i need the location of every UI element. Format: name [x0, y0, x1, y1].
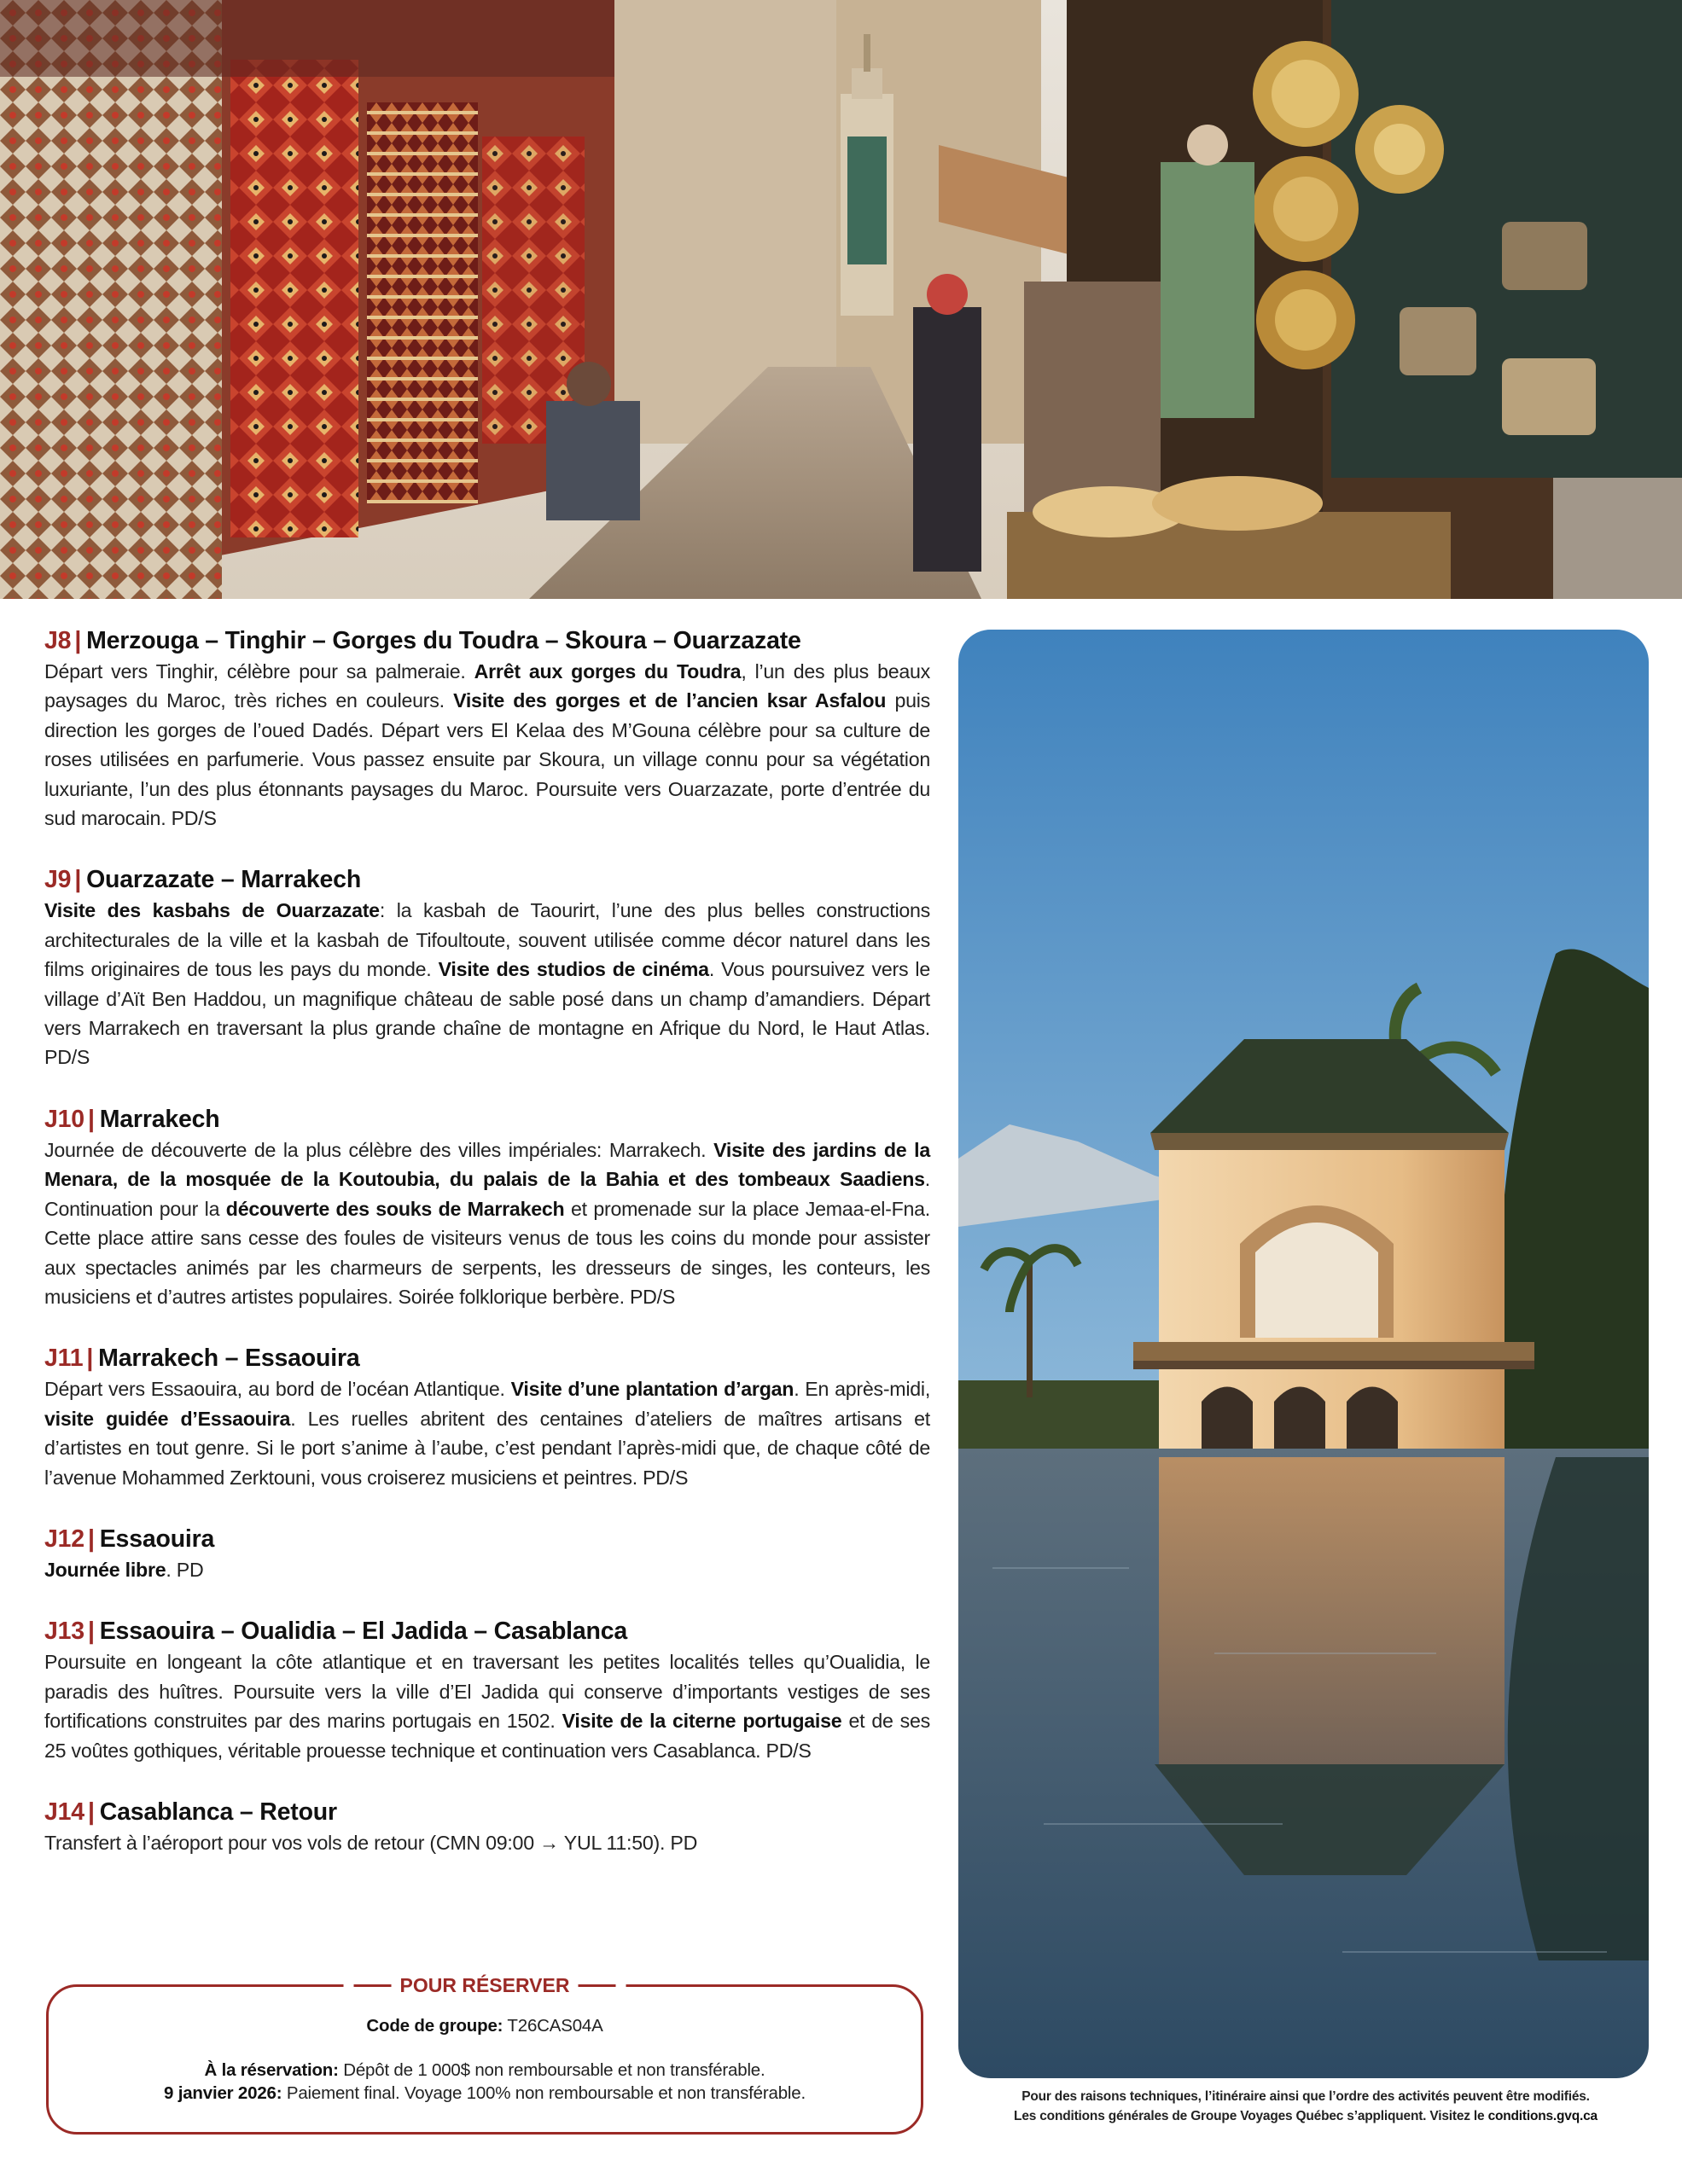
day-route: Essaouira – Oualidia – El Jadida – Casablanca — [99, 1618, 628, 1646]
day-title: J10 | Marrakech — [44, 1105, 220, 1133]
highlight-text: Visite des studios de cinéma — [438, 958, 709, 981]
highlight-text: Visite de la citerne portugaise — [562, 1710, 842, 1733]
day-section — [44, 1525, 930, 1584]
day-code: J11 — [44, 1345, 84, 1373]
day-description — [44, 896, 930, 1072]
booking-title: POUR RÉSERVER — [344, 1971, 626, 2000]
conditions-link[interactable]: conditions.gvq.ca — [1487, 2109, 1598, 2123]
day-description — [44, 657, 930, 833]
day-description — [44, 1647, 930, 1765]
day-section — [44, 1617, 930, 1765]
day-title: J13 | Essaouira – Oualidia – El Jadida – Casablanca — [44, 1618, 628, 1646]
highlight-text: découverte des souks de Marrakech — [225, 1197, 565, 1220]
body-text: : la kasbah de Taourirt, l’une des plus belles constructions architecturales de la ville et la kasbah de Tifoultoute, souvent utilisée comme décor naturel dans les films originaires de tous les pays du monde. — [44, 899, 930, 981]
day-section — [44, 1344, 930, 1492]
title-rule-right — [578, 1984, 615, 1987]
day-code: J12 — [44, 1525, 84, 1553]
highlight-text: Arrêt aux gorges du Toudra — [474, 660, 742, 682]
day-title: J8 | Merzouga – Tinghir – Gorges du Toudra – Skoura – Ouarzazate — [44, 627, 801, 654]
day-title: J9 | Ouarzazate – Marrakech — [44, 866, 362, 894]
body-text: , l’un des plus beaux paysages du Maroc, très riches en couleurs. — [44, 660, 931, 712]
day-title: J12 | Essaouira — [44, 1525, 215, 1553]
day-code: J9 — [44, 866, 72, 894]
day-route: Marrakech — [99, 1105, 220, 1133]
highlight-text: Journée libre — [44, 1558, 166, 1581]
day-code: J13 — [44, 1618, 84, 1646]
footnote — [939, 2087, 1673, 2126]
day-section — [44, 1105, 930, 1311]
body-text: . PD — [166, 1558, 204, 1581]
deposit-line: À la réservation: Dépôt de 1 000$ non remboursable et non transférable. — [204, 2060, 765, 2080]
day-route: Ouarzazate – Marrakech — [86, 866, 362, 894]
day-code: J10 — [44, 1105, 84, 1133]
title-rule-left — [354, 1984, 392, 1987]
body-text: puis direction les gorges de l’oued Dadés. Départ vers El Kelaa des M’Gouna célèbre pour sa culture de roses utilisées en parfumerie. Vous passez ensuite par Skoura, un village connu pour sa végétation luxuriante, l’un des plus étonnants paysages du Maroc. Poursuite vers Ouarzazate, porte d’entrée du sud marocain. PD/S — [44, 689, 930, 830]
day-section — [44, 865, 930, 1072]
highlight-text: Visite des gorges et de l’ancien ksar Asfalou — [453, 689, 887, 712]
highlight-text: Visite d’une plantation d’argan — [510, 1378, 794, 1401]
booking-box — [46, 1974, 923, 2135]
body-text: . Vous poursuivez vers le village d’Aït Ben Haddou, un magnifique château de sable posé dans un champ d’amandiers. Départ vers Marrakech en traversant la plus grande chaîne de montagne en Afrique du Nord, le Haut Atlas. PD/S — [44, 958, 930, 1069]
day-title: J11 | Marrakech – Essaouira — [44, 1345, 360, 1373]
body-text: . Les ruelles abritent des centaines d’ateliers de maîtres artisans et d’artistes en tout genre. Si le port s’anime à l’aube, c’est pendant l’après-midi que, de chaque côté de l’avenue Mohammed Zerktouni, vous croiserez musiciens et peintres. PD/S — [44, 1407, 931, 1489]
day-description — [44, 1555, 930, 1584]
highlight-text: Visite des jardins de la Menara, de la mosquée de la Koutoubia, du palais de la Bahia et des tombeaux Saadiens — [44, 1138, 930, 1191]
souk-street-photo — [0, 0, 1682, 599]
group-code-line: Code de groupe: T26CAS04A — [366, 2016, 603, 2036]
day-section — [44, 1798, 930, 1857]
highlight-text: Visite des kasbahs de Ouarzazate — [44, 899, 380, 922]
body-text: . Continuation pour la — [44, 1168, 930, 1220]
final-payment-line: 9 janvier 2026: Paiement final. Voyage 100% non remboursable et non transférable. — [164, 2083, 806, 2103]
body-text: et de ses 25 voûtes gothiques, véritable prouesse technique et continuation vers Casablanca. PD/S — [44, 1710, 930, 1762]
footnote-line-2: Les conditions générales de Groupe Voyages Québec s’appliquent. Visitez le conditions.gvq.ca — [1014, 2109, 1598, 2123]
body-text: . En après-midi, — [794, 1378, 931, 1401]
day-description — [44, 1828, 930, 1857]
body-text: et promenade sur la place Jemaa-el-Fna. Cette place attire sans cesse des foules de visiteurs venus de tous les coins du monde pour assister aux spectacles animés par les charmeurs de serpents, les dresseurs de singes, les conteurs, les musiciens et d’autres artistes populaires. Soirée folklorique berbère. PD/S — [44, 1197, 930, 1308]
body-text: Départ vers Essaouira, au bord de l’océan Atlantique. — [44, 1378, 511, 1401]
day-title: J14 | Casablanca – Retour — [44, 1798, 337, 1826]
day-route: Merzouga – Tinghir – Gorges du Toudra – Skoura – Ouarzazate — [86, 627, 801, 654]
menara-pavilion-photo — [958, 630, 1649, 2078]
day-route: Essaouira — [99, 1525, 215, 1553]
body-text: Transfert à l’aéroport pour vos vols de retour (CMN 09:00 → YUL 11:50). PD — [44, 1831, 698, 1854]
day-description — [44, 1374, 930, 1492]
body-text: Poursuite en longeant la côte atlantique et en traversant les petites localités telles qu’Oualidia, le paradis des huîtres. Poursuite vers la ville d’El Jadida qui conserve d’importants vestiges de ses fortifications construites par des marins portugais en 1502. — [44, 1651, 930, 1733]
day-section — [44, 626, 930, 833]
day-code: J14 — [44, 1798, 84, 1826]
body-text: Départ vers Tinghir, célèbre pour sa palmeraie. — [44, 660, 474, 682]
footnote-line-1: Pour des raisons techniques, l’itinéraire ainsi que l’ordre des activités peuvent être modifiés. — [1021, 2089, 1590, 2104]
group-code: T26CAS04A — [507, 2016, 603, 2036]
day-code: J8 — [44, 627, 72, 654]
body-text: Journée de découverte de la plus célèbre des villes impériales: Marrakech. — [44, 1138, 714, 1161]
day-route: Marrakech – Essaouira — [98, 1345, 360, 1373]
highlight-text: visite guidée d’Essaouira — [44, 1407, 291, 1430]
day-route: Casablanca – Retour — [99, 1798, 337, 1826]
itinerary — [44, 626, 930, 1890]
day-description — [44, 1136, 930, 1311]
